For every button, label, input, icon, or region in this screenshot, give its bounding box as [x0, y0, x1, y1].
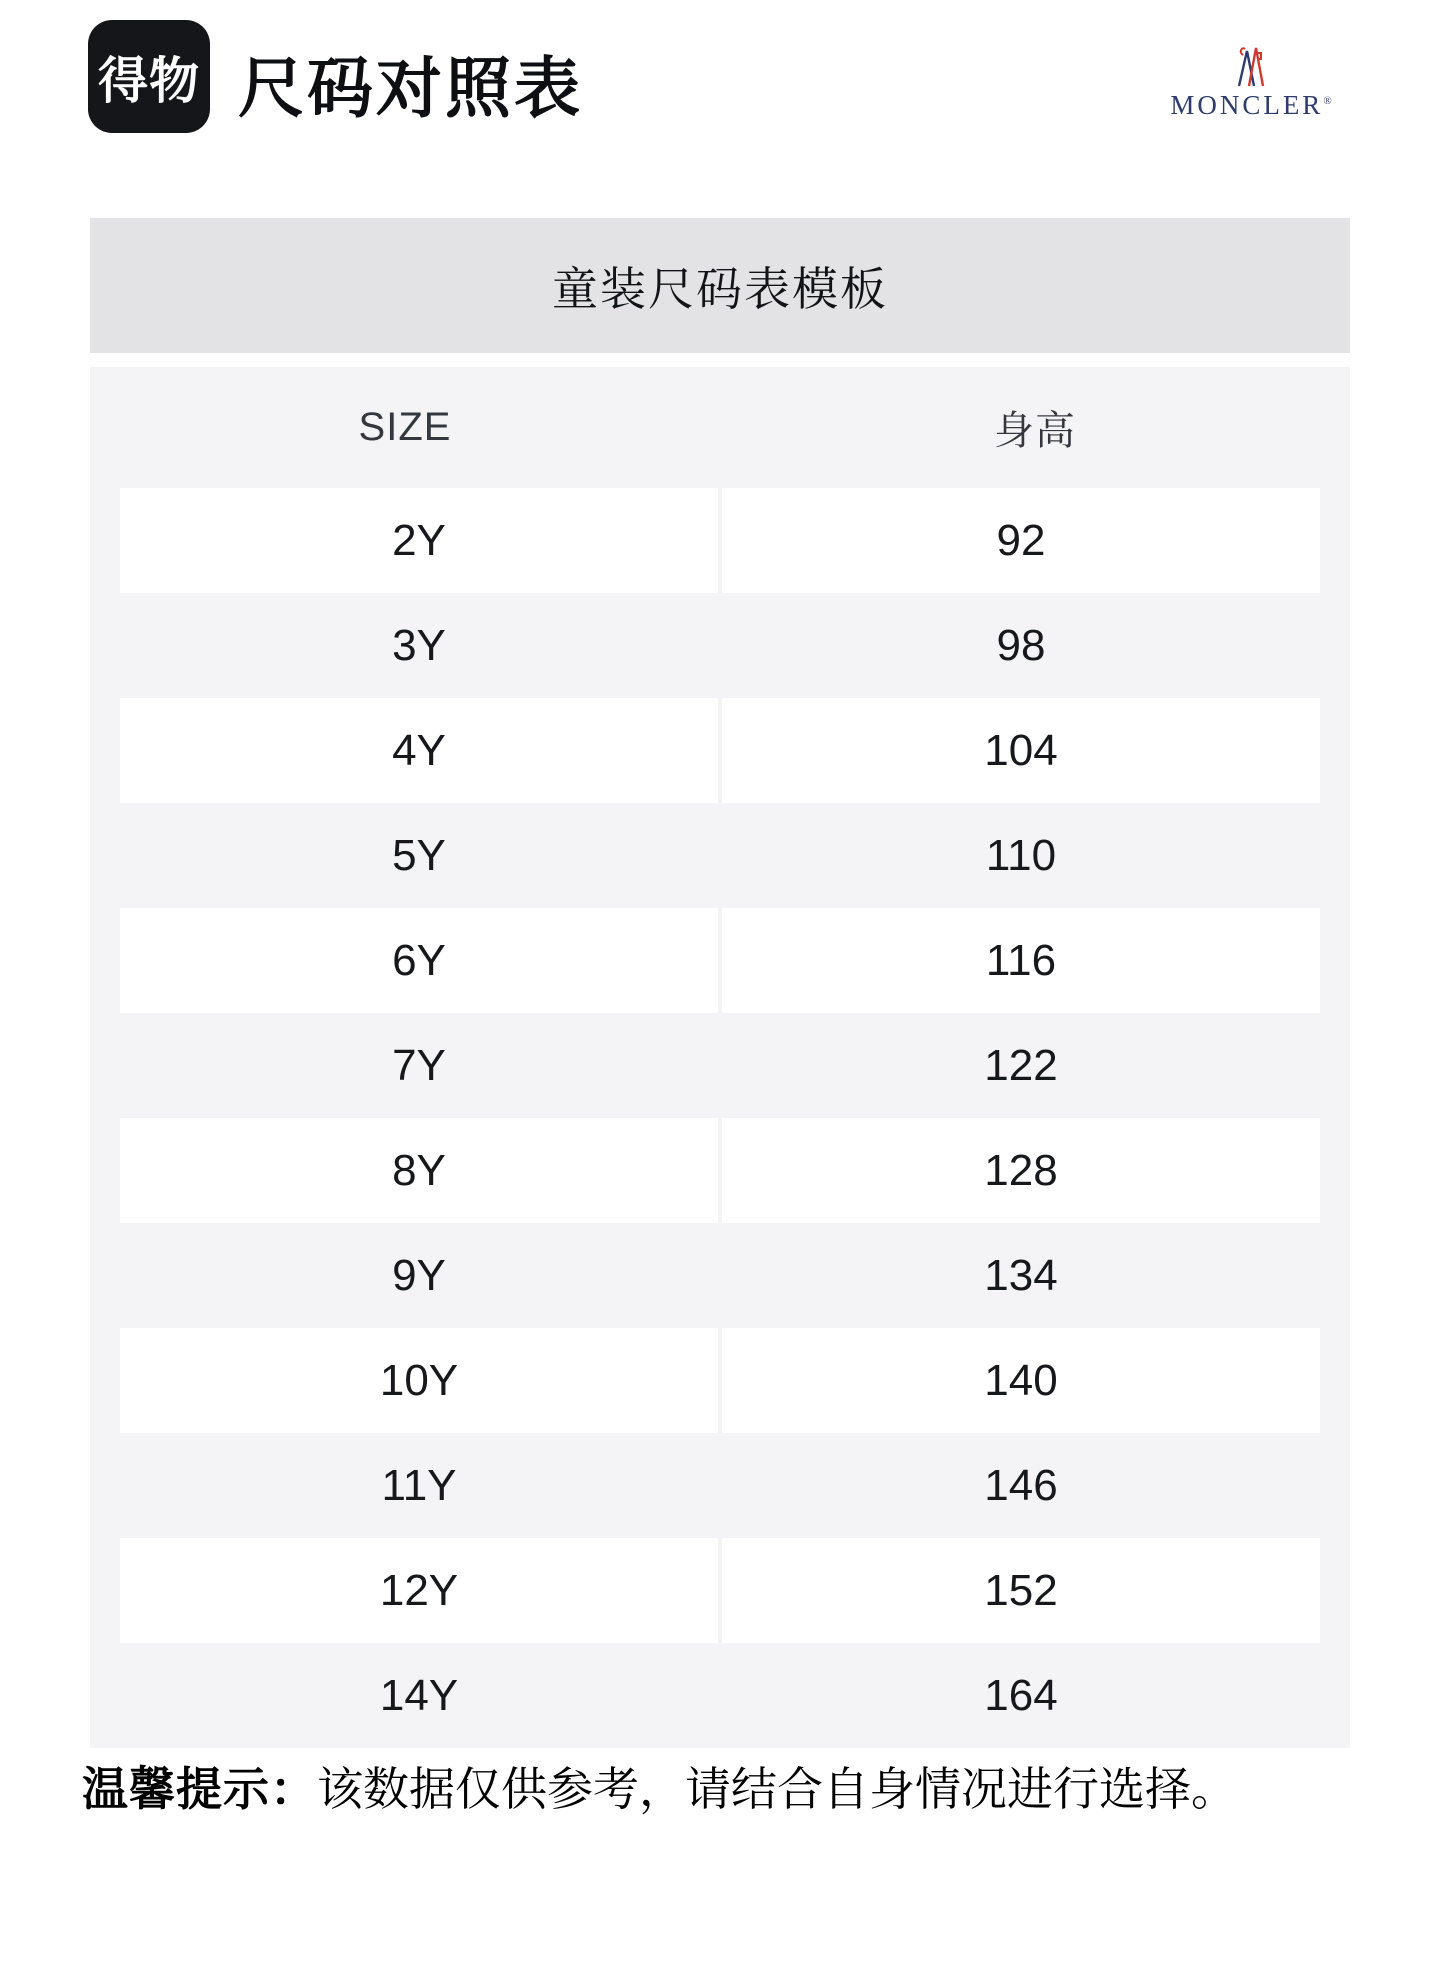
- footer-note-text: 该数据仅供参考，请结合自身情况进行选择。: [317, 1763, 1237, 1815]
- footer-note-label: 温馨提示：: [82, 1763, 317, 1815]
- size-cell: 7Y: [392, 1040, 446, 1090]
- height-cell: 98: [996, 620, 1046, 670]
- height-cell: 104: [722, 698, 1320, 803]
- size-table-header-row: [90, 367, 1350, 488]
- height-cell: 116: [722, 908, 1320, 1013]
- size-cell: 2Y: [120, 488, 718, 593]
- height-cell: 134: [984, 1250, 1058, 1300]
- height-cell: 110: [985, 830, 1057, 880]
- table-row: [90, 1118, 1350, 1223]
- size-cell: 3Y: [392, 620, 446, 670]
- moncler-logo: [1170, 44, 1332, 120]
- table-row: [90, 1643, 1350, 1748]
- dewu-logo-text: 得物: [98, 52, 200, 109]
- height-cell: 146: [984, 1460, 1058, 1510]
- height-cell: 140: [722, 1328, 1320, 1433]
- table-row: [90, 1223, 1350, 1328]
- table-row: [90, 698, 1350, 803]
- table-title: 童装尺码表模板: [552, 262, 888, 315]
- size-cell: 6Y: [120, 908, 718, 1013]
- height-cell: 164: [984, 1670, 1058, 1720]
- height-cell: 122: [984, 1040, 1058, 1090]
- table-row: [90, 593, 1350, 698]
- size-table-body: [90, 488, 1350, 1748]
- column-header-height: 身高: [994, 409, 1076, 453]
- size-cell: 5Y: [392, 830, 446, 880]
- height-cell: 152: [722, 1538, 1320, 1643]
- size-cell: 11Y: [381, 1460, 457, 1510]
- table-row: [90, 1433, 1350, 1538]
- size-cell: 10Y: [120, 1328, 718, 1433]
- footer-note: [82, 1758, 1237, 1820]
- dewu-logo: [88, 20, 210, 133]
- column-header-size: SIZE: [358, 405, 452, 449]
- size-cell: 12Y: [120, 1538, 718, 1643]
- table-title-banner: [90, 218, 1350, 353]
- size-cell: 14Y: [379, 1670, 459, 1720]
- table-row: [90, 803, 1350, 908]
- size-cell: 9Y: [392, 1250, 446, 1300]
- height-cell: 128: [722, 1118, 1320, 1223]
- table-row: [90, 1538, 1350, 1643]
- size-cell: 8Y: [120, 1118, 718, 1223]
- moncler-wordmark-text: MONCLER: [1170, 90, 1324, 120]
- size-cell: 4Y: [120, 698, 718, 803]
- height-cell: 92: [722, 488, 1320, 593]
- registered-trademark: ®: [1323, 95, 1332, 107]
- table-row: [90, 488, 1350, 593]
- moncler-wordmark: [1170, 89, 1332, 120]
- size-table: [90, 367, 1350, 1748]
- table-row: [90, 908, 1350, 1013]
- table-row: [90, 1013, 1350, 1118]
- table-row: [90, 1328, 1350, 1433]
- moncler-emblem-icon: [1231, 44, 1271, 88]
- page-title: 尺码对照表: [238, 51, 583, 125]
